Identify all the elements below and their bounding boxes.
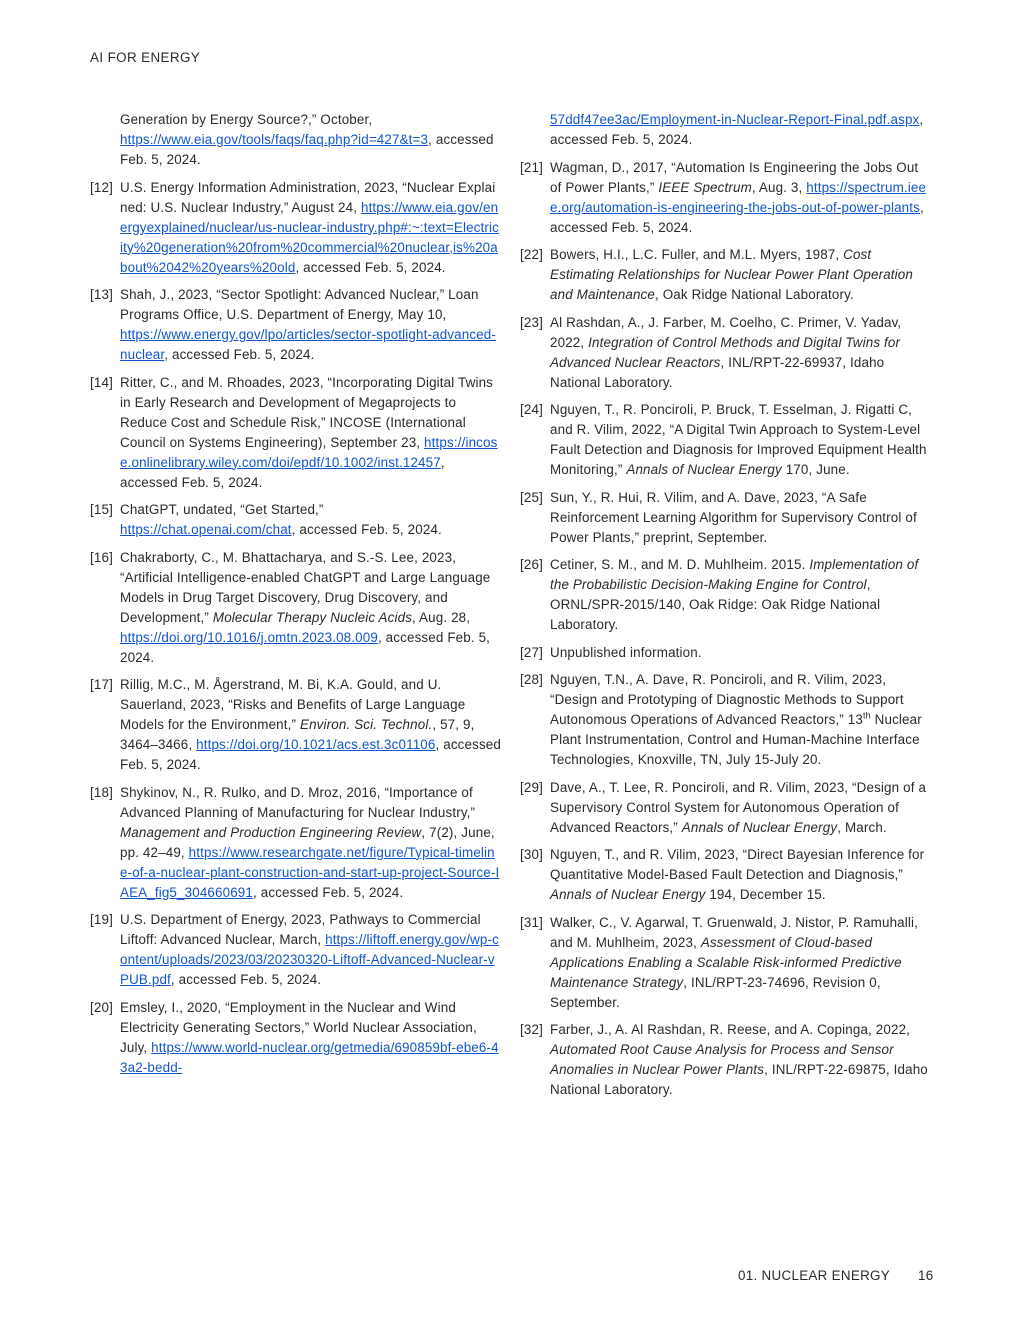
reference-link[interactable]: https://www.researchgate.net/figure/Typical-timeline-of-a-nuclear-plant-construction-and-start-up-project-Source-IAEA_fig5_304660691 <box>120 844 500 900</box>
reference-number: [24] <box>520 402 543 417</box>
reference-number: [22] <box>520 247 543 262</box>
references-column-left <box>90 110 502 1085</box>
reference-number: [17] <box>90 677 113 692</box>
reference-item: [22] Bowers, H.I., L.C. Fuller, and M.L. Myers, 1987, Cost Estimating Relationships for Nuclear Power Plant Operation and Maintenance, Oak Ridge National Laboratory. <box>520 245 932 305</box>
reference-link[interactable]: 57ddf47ee3ac/Employment-in-Nuclear-Report-Final.pdf.aspx <box>550 112 920 127</box>
reference-link[interactable]: https://doi.org/10.1016/j.omtn.2023.08.009 <box>120 629 378 645</box>
reference-number: [28] <box>520 672 543 687</box>
reference-number: [25] <box>520 489 543 505</box>
footer-section: 01. NUCLEAR ENERGY <box>738 1268 890 1283</box>
reference-item: [26] Cetiner, S. M., and M. D. Muhlheim. 2015. Implementation of the Probabilistic Decision-Making Engine for Control, ORNL/SPR-2015/140, Oak Ridge: Oak Ridge National Laboratory. <box>520 555 932 635</box>
reference-number: [16] <box>90 549 113 565</box>
reference-item: [16] Chakraborty, C., M. Bhattacharya, and S.-S. Lee, 2023, “Artificial Intelligence-enabled ChatGPT and Large Language Models in Drug Target Discovery, Drug Discovery, and Development,” Molecular Therapy Nucleic Acids, Aug. 28, https://doi.org/10.1016/j.omtn.2023.08.009, accessed Feb. 5, 2024. <box>90 548 502 668</box>
reference-number: [27] <box>520 644 543 660</box>
reference-link[interactable]: https://spectrum.ieee.org/automation-is-engineering-the-jobs-out-of-power-plants <box>550 179 927 215</box>
reference-number: [21] <box>520 159 543 175</box>
reference-item: [19] U.S. Department of Energy, 2023, Pathways to Commercial Liftoff: Advanced Nuclear, March, https://liftoff.energy.gov/wp-content/uploads/2023/03/20230320-Liftoff-Advanced-Nuclear-vPUB.pdf, accessed Feb. 5, 2024. <box>90 910 502 990</box>
reference-item: [27] Unpublished information. <box>520 643 932 663</box>
reference-number: [29] <box>520 779 543 795</box>
reference-number: [15] <box>90 502 113 517</box>
page-number: 16 <box>918 1268 934 1283</box>
reference-number: [30] <box>520 847 543 862</box>
reference-link[interactable]: https://www.world-nuclear.org/getmedia/690859bf-ebe6-43a2-bedd- <box>120 1039 499 1075</box>
reference-item: [20] Emsley, I., 2020, “Employment in the Nuclear and Wind Electricity Generating Sectors,” World Nuclear Association, July, https://www.world-nuclear.org/getmedia/690859bf-ebe6-43a2-bedd- <box>90 998 502 1078</box>
reference-item: [25] Sun, Y., R. Hui, R. Vilim, and A. Dave, 2023, “A Safe Reinforcement Learning Algorithm for Supervisory Control of Power Plants,” preprint, September. <box>520 488 932 548</box>
reference-number: [31] <box>520 914 543 930</box>
reference-link[interactable]: https://chat.openai.com/chat <box>120 522 292 537</box>
reference-link[interactable]: https://www.eia.gov/tools/faqs/faq.php?id=427&t=3 <box>120 132 429 147</box>
reference-link[interactable]: https://liftoff.energy.gov/wp-content/uploads/2023/03/20230320-Liftoff-Advanced-Nuclear-vPUB.pdf <box>120 932 499 987</box>
reference-number: [14] <box>90 374 113 390</box>
reference-number: [32] <box>520 1022 543 1037</box>
reference-number: [13] <box>90 287 113 302</box>
reference-link[interactable]: https://doi.org/10.1021/acs.est.3c01106 <box>196 737 436 752</box>
page-footer <box>738 1266 934 1286</box>
reference-item: [18] Shykinov, N., R. Rulko, and D. Mroz, 2016, “Importance of Advanced Planning of Manufacturing for Nuclear Industry,” Management and Production Engineering Review, 7(2), June, pp. 42–49, https://www.researchgate.net/figure/Typical-timeline-of-a-nuclear-plant-construction-and-start-up-project-Source-IAEA_fig5_304660691, accessed Feb. 5, 2024. <box>90 783 502 903</box>
reference-number: [26] <box>520 557 543 572</box>
reference-continuation: Generation by Energy Source?,” October, https://www.eia.gov/tools/faqs/faq.php?id=427&t=3, accessed Feb. 5, 2024. <box>120 112 494 167</box>
running-header: AI FOR ENERGY <box>90 50 201 65</box>
reference-item: [21] Wagman, D., 2017, “Automation Is Engineering the Jobs Out of Power Plants,” IEEE Spectrum, Aug. 3, https://spectrum.ieee.org/automation-is-engineering-the-jobs-out-of-power-plants, accessed Feb. 5, 2024. <box>520 158 932 238</box>
reference-item: [13] Shah, J., 2023, “Sector Spotlight: Advanced Nuclear,” Loan Programs Office, U.S. Department of Energy, May 10, https://www.energy.gov/lpo/articles/sector-spotlight-advanced-nuclear, accessed Feb. 5, 2024. <box>90 285 502 365</box>
reference-link[interactable]: https://www.energy.gov/lpo/articles/sector-spotlight-advanced-nuclear <box>120 327 496 362</box>
reference-link[interactable]: https://www.eia.gov/energyexplained/nuclear/us-nuclear-industry.php#:~:text=Electricity%20generation%20from%20commercial%20nuclear,is%20about%2042%20years%20old <box>120 199 499 275</box>
reference-item: [23] Al Rashdan, A., J. Farber, M. Coelho, C. Primer, V. Yadav, 2022, Integration of Control Methods and Digital Twins for Advanced Nuclear Reactors, INL/RPT-22-69937, Idaho National Laboratory. <box>520 313 932 393</box>
reference-item: [15] ChatGPT, undated, “Get Started,” https://chat.openai.com/chat, accessed Feb. 5, 2024. <box>90 500 502 540</box>
reference-number: [18] <box>90 784 113 800</box>
reference-continuation: 57ddf47ee3ac/Employment-in-Nuclear-Report-Final.pdf.aspx, accessed Feb. 5, 2024. <box>550 112 924 147</box>
reference-item: [32] Farber, J., A. Al Rashdan, R. Reese, and A. Copinga, 2022, Automated Root Cause Analysis for Process and Sensor Anomalies in Nuclear Power Plants, INL/RPT-22-69875, Idaho National Laboratory. <box>520 1020 932 1100</box>
reference-link[interactable]: https://incose.onlinelibrary.wiley.com/doi/epdf/10.1002/inst.12457 <box>120 434 498 470</box>
reference-item: [12] U.S. Energy Information Administration, 2023, “Nuclear Explained: U.S. Nuclear Industry,” August 24, https://www.eia.gov/energyexplained/nuclear/us-nuclear-industry.php#:~:text=Electricity%20generation%20from%20commercial%20nuclear,is%20about%2042%20years%20old, accessed Feb. 5, 2024. <box>90 178 502 278</box>
references-column-right <box>520 110 932 1108</box>
reference-item: [24] Nguyen, T., R. Ponciroli, P. Bruck, T. Esselman, J. Rigatti C, and R. Vilim, 2022, “A Digital Twin Approach to System-Level Fault Detection and Diagnosis for Improved Equipment Health Monitoring,” Annals of Nuclear Energy 170, June. <box>520 400 932 480</box>
reference-number: [12] <box>90 179 113 195</box>
reference-number: [20] <box>90 999 113 1015</box>
reference-number: [19] <box>90 912 113 927</box>
reference-item: [30] Nguyen, T., and R. Vilim, 2023, “Direct Bayesian Inference for Quantitative Model-Based Fault Detection and Diagnosis,” Annals of Nuclear Energy 194, December 15. <box>520 845 932 905</box>
reference-item: [17] Rillig, M.C., M. Ågerstrand, M. Bi, K.A. Gould, and U. Sauerland, 2023, “Risks and Benefits of Large Language Models for the Environment,” Environ. Sci. Technol., 57, 9, 3464–3466, https://doi.org/10.1021/acs.est.3c01106, accessed Feb. 5, 2024. <box>90 675 502 775</box>
reference-item: [29] Dave, A., T. Lee, R. Ponciroli, and R. Vilim, 2023, “Design of a Supervisory Control System for Autonomous Operation of Advanced Reactors,” Annals of Nuclear Energy, March. <box>520 778 932 838</box>
reference-item: [14] Ritter, C., and M. Rhoades, 2023, “Incorporating Digital Twins in Early Research and Development of Megaprojects to Reduce Cost and Schedule Risk,” INCOSE (International Council on Systems Engineering), September 23, https://incose.onlinelibrary.wiley.com/doi/epdf/10.1002/inst.12457, accessed Feb. 5, 2024. <box>90 373 502 493</box>
reference-item: [31] Walker, C., V. Agarwal, T. Gruenwald, J. Nistor, P. Ramuhalli, and M. Muhlheim, 2023, Assessment of Cloud-based Applications Enabling a Scalable Risk-informed Predictive Maintenance Strategy, INL/RPT-23-74696, Revision 0, September. <box>520 913 932 1013</box>
reference-item: [28] Nguyen, T.N., A. Dave, R. Ponciroli, and R. Vilim, 2023, “Design and Prototyping of Diagnostic Methods to Support Autonomous Operations of Advanced Reactors,” 13th Nuclear Plant Instrumentation, Control and Human-Machine Interface Technologies, Knoxville, TN, July 15-July 20. <box>520 670 932 770</box>
reference-number: [23] <box>520 314 543 330</box>
